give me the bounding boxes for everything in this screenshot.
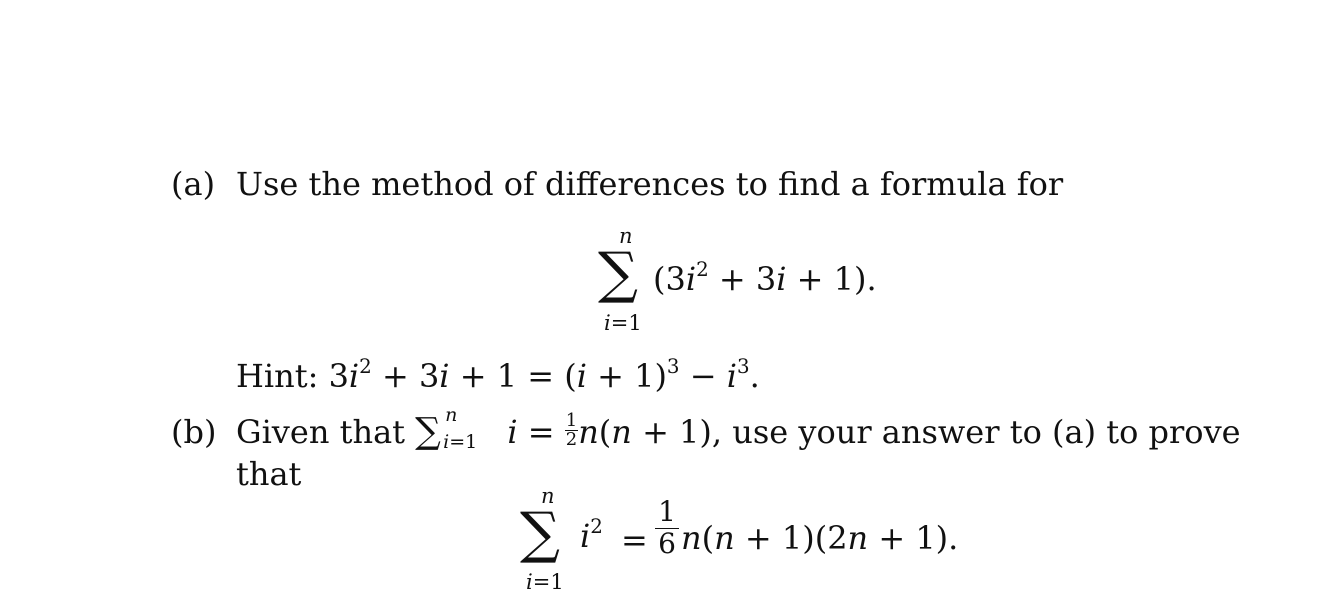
- part-b-label: (b): [171, 413, 217, 451]
- sum-b-eq: =: [621, 521, 648, 559]
- inline-sigma: ∑: [415, 411, 441, 452]
- part-b-line1: Given that ∑ n i=1 i = $\frac{1}{2}$ n(n + 1), use your answer to (a) to prove: [236, 404, 1241, 453]
- sixth-fraction: [655, 497, 679, 560]
- inline-eq: =: [527, 413, 555, 451]
- hint-expression: $3i^2 + 3i + 1 = (i + 1)^3 - i^3$.: [328, 355, 760, 395]
- sum-lower-limit: i=1: [604, 311, 642, 335]
- inline-sum-lower: i=1: [443, 431, 478, 453]
- inline-var: i: [507, 413, 518, 451]
- part-b-line2: that: [236, 455, 302, 493]
- part-b-rest: use your answer to (a) to prove: [732, 413, 1241, 451]
- part-a-label: (a): [171, 165, 216, 203]
- hint-line: [236, 355, 760, 395]
- sum-b-rhs: n(n + 1)(2n + 1).: [681, 519, 959, 557]
- sum-b-upper-limit: n: [541, 484, 555, 508]
- sum-upper-limit: n: [619, 224, 633, 248]
- sum-expression: $(3i^2 + 3i + 1)$.: [653, 258, 877, 298]
- half-num: 1: [565, 410, 578, 431]
- inline-sum-upper: n: [445, 404, 458, 426]
- sigma-b-symbol: ∑: [520, 501, 560, 566]
- given-prefix: Given that: [236, 413, 405, 451]
- part-a-text: Use the method of differences to find a formula for: [236, 165, 1064, 203]
- inline-sum: [415, 404, 497, 453]
- sum-b-term: $i^2$: [580, 515, 603, 555]
- sigma-symbol: ∑: [598, 241, 638, 306]
- half-den: 2: [565, 429, 578, 450]
- half-fraction: [565, 412, 578, 449]
- sixth-den: 6: [658, 526, 676, 560]
- sum-b-lower-limit: i=1: [526, 570, 564, 594]
- hint-label: Hint:: [236, 357, 319, 395]
- sixth-num: 1: [655, 497, 679, 529]
